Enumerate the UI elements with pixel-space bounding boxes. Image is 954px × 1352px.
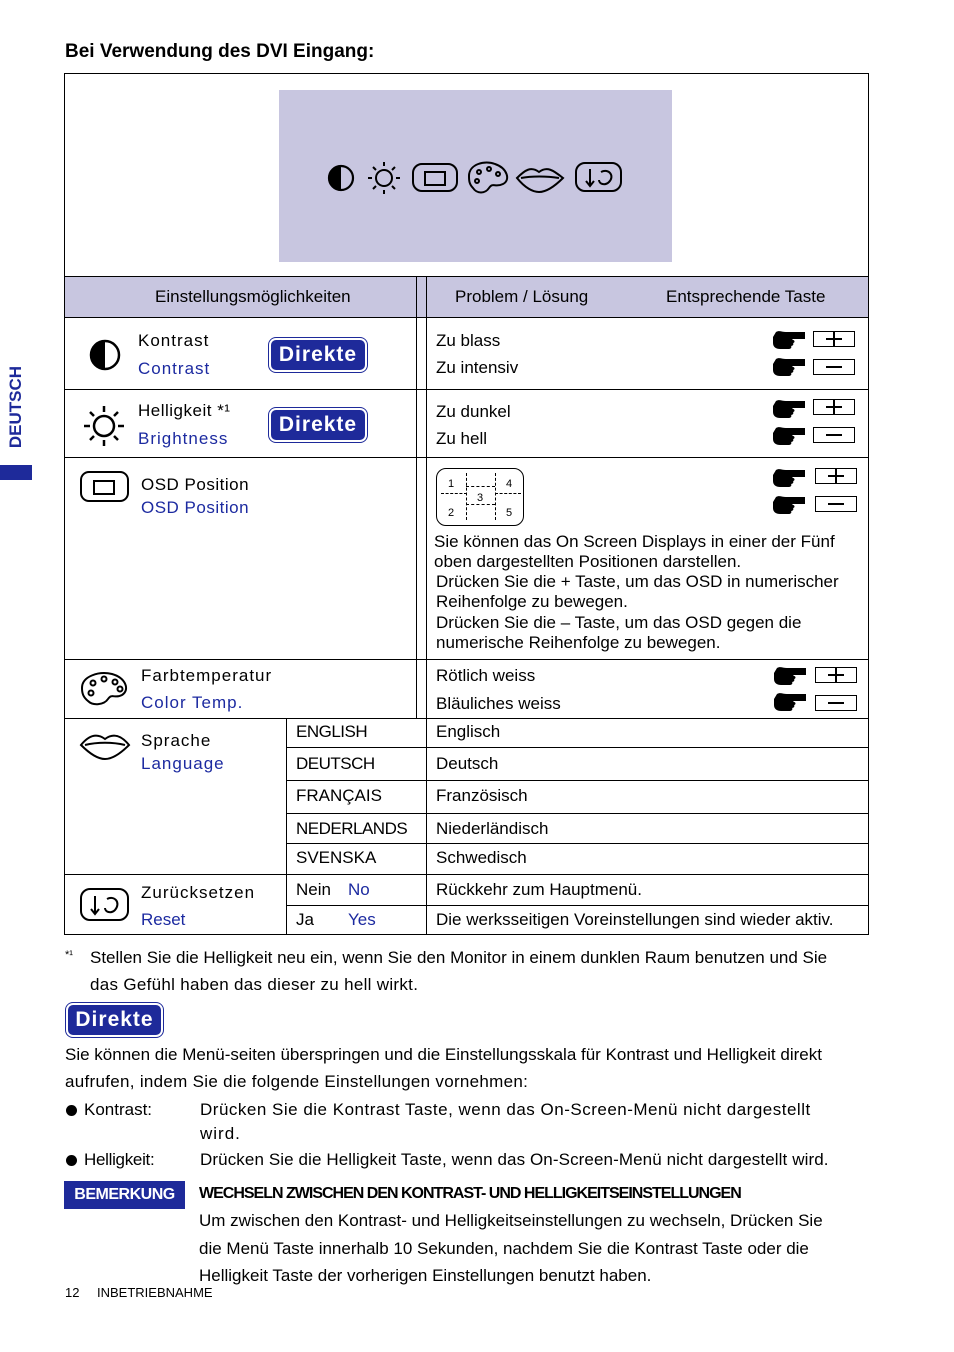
osd-position-row-icon [80, 471, 130, 508]
bullet-contrast-label: Kontrast: [84, 1100, 153, 1119]
reset-option-yes-en[interactable]: Yes [348, 910, 376, 929]
language-label-en: Language [141, 754, 225, 773]
bullet-brightness-text: Drücken Sie die Helligkeit Taste, wenn das On-Screen-Menü nicht dargestellt wird. [200, 1150, 829, 1169]
page-heading: Bei Verwendung des DVI Eingang: [65, 41, 375, 62]
osd-menu-preview [279, 90, 672, 262]
bullet-brightness-label: Helligkeit: [84, 1150, 155, 1169]
language-option[interactable]: NEDERLANDS [296, 819, 408, 838]
bullet-icon [66, 1105, 77, 1116]
reset-label-en: Reset [141, 910, 186, 929]
contrast-problem-1: Zu blass [436, 331, 501, 350]
minus-button[interactable] [813, 427, 855, 443]
pointing-hand-icon [772, 328, 806, 350]
color-temp-label: Farbtemperatur [141, 666, 273, 685]
plus-button[interactable] [815, 667, 857, 683]
osd-pos-1: 1 [448, 478, 455, 490]
language-desc: Niederländisch [436, 819, 549, 838]
osd-pos-5: 5 [506, 507, 513, 519]
pointing-hand-icon [772, 397, 806, 419]
pointing-hand-icon [772, 466, 806, 488]
header-settings: Einstellungsmöglichkeiten [155, 287, 351, 306]
side-tab [0, 363, 32, 480]
header-problem: Problem / Lösung [455, 287, 589, 306]
osd-desc-1: Sie können das On Screen Displays in einer der Fünf [434, 532, 835, 551]
color-temp-option-1: Rötlich weiss [436, 666, 536, 685]
reset-icon [576, 163, 621, 191]
plus-button[interactable] [815, 468, 857, 484]
contrast-row-icon [88, 338, 122, 377]
contrast-label: Kontrast [138, 331, 210, 350]
contrast-direkte-badge: Direkte [269, 338, 367, 372]
minus-button[interactable] [815, 695, 857, 711]
language-option[interactable]: DEUTSCH [296, 754, 375, 773]
reset-label: Zurücksetzen [141, 883, 256, 902]
osd-pos-3: 3 [477, 492, 484, 504]
footnote-line-1: Stellen Sie die Helligkeit neu ein, wenn Sie den Monitor in einem dunklen Raum benutzen und Sie [90, 948, 828, 967]
direkte-line-1: Sie können die Menü-seiten überspringen und die Einstellungsskala für Kontrast und Helligkeit direkt [65, 1045, 822, 1064]
osd-pos-4: 4 [506, 478, 513, 490]
plus-button[interactable] [813, 399, 855, 415]
osd-desc-6: numerische Reihenfolge zu bewegen. [436, 633, 721, 652]
footer-section: INBETRIEBNAHME [97, 1285, 213, 1300]
osd-desc-3: Drücken Sie die + Taste, um das OSD in numerischer [436, 572, 839, 591]
brightness-icon [368, 162, 400, 194]
direkte-section-badge: Direkte [66, 1003, 163, 1037]
note-line-2: die Menü Taste innerhalb 10 Sekunden, nachdem Sie die Kontrast Taste oder die [199, 1239, 809, 1258]
minus-button[interactable] [815, 496, 857, 512]
color-temp-option-2: Bläuliches weiss [436, 694, 561, 713]
color-temp-label-en: Color Temp. [141, 693, 244, 712]
contrast-label-en: Contrast [138, 359, 211, 378]
pointing-hand-icon [772, 355, 806, 377]
reset-desc-no: Rückkehr zum Hauptmenü. [436, 880, 642, 899]
brightness-label-en: Brightness [138, 429, 229, 448]
plus-button[interactable] [813, 331, 855, 347]
header-key: Entsprechende Taste [666, 287, 826, 306]
bullet-contrast-text-2: wird. [200, 1124, 241, 1143]
reset-option-no[interactable]: Nein [296, 880, 331, 899]
language-option[interactable]: ENGLISH [296, 722, 368, 741]
note-line-3: Helligkeit Taste der vorherigen Einstellungen benutzt haben. [199, 1266, 652, 1285]
pointing-hand-icon [772, 424, 806, 446]
footnote-mark: *¹ [65, 949, 73, 961]
color-temp-icon [469, 163, 507, 193]
osd-position-icon [413, 164, 457, 191]
reset-option-no-en[interactable]: No [348, 880, 370, 899]
page-number: 12 [65, 1285, 80, 1300]
language-option[interactable]: SVENSKA [296, 848, 377, 867]
reset-row-icon [80, 888, 130, 927]
footnote-line-2: das Gefühl haben das dieser zu hell wirkt. [90, 975, 419, 994]
contrast-problem-2: Zu intensiv [436, 358, 519, 377]
language-option[interactable]: FRANÇAIS [296, 786, 382, 805]
note-badge: BEMERKUNG [64, 1181, 185, 1209]
brightness-label: Helligkeit *¹ [138, 401, 231, 420]
note-line-1: Um zwischen den Kontrast- und Helligkeitseinstellungen zu wechseln, Drücken Sie [199, 1211, 823, 1230]
pointing-hand-icon [773, 664, 807, 686]
pointing-hand-icon [773, 690, 807, 712]
language-label: Sprache [141, 731, 212, 750]
note-title: WECHSELN ZWISCHEN DEN KONTRAST- UND HELLIGKEITSEINSTELLUNGEN [199, 1185, 741, 1202]
osd-pos-2: 2 [448, 507, 455, 519]
reset-option-yes[interactable]: Ja [296, 910, 314, 929]
language-row-icon [79, 729, 131, 768]
side-tab-label: DEUTSCH [6, 365, 25, 449]
bullet-contrast-text-1: Drücken Sie die Kontrast Taste, wenn das On-Screen-Menü nicht dargestellt [200, 1100, 811, 1119]
language-desc: Deutsch [436, 754, 499, 773]
osd-label: OSD Position [141, 475, 250, 494]
color-temp-row-icon [79, 670, 131, 713]
osd-desc-5: Drücken Sie die – Taste, um das OSD gegen die [436, 613, 802, 632]
brightness-row-icon [82, 404, 126, 453]
osd-desc-2: oben dargestellten Positionen darstellen. [434, 552, 742, 571]
reset-desc-yes: Die werksseitigen Voreinstellungen sind wieder aktiv. [436, 910, 834, 929]
brightness-direkte-badge: Direkte [269, 408, 367, 442]
language-desc: Französisch [436, 786, 528, 805]
bullet-icon [66, 1155, 77, 1166]
language-desc: Englisch [436, 722, 501, 741]
pointing-hand-icon [772, 493, 806, 515]
language-desc: Schwedisch [436, 848, 527, 867]
osd-desc-4: Reihenfolge zu bewegen. [436, 592, 628, 611]
side-tab-bar [0, 465, 32, 480]
osd-label-en: OSD Position [141, 498, 250, 517]
osd-position-diagram [436, 468, 524, 526]
brightness-problem-2: Zu hell [436, 429, 488, 448]
language-icon [517, 169, 563, 192]
direkte-line-2: aufrufen, indem Sie die folgende Einstellungen vornehmen: [65, 1072, 529, 1091]
brightness-problem-1: Zu dunkel [436, 402, 511, 421]
minus-button[interactable] [813, 359, 855, 375]
contrast-icon [329, 166, 353, 190]
